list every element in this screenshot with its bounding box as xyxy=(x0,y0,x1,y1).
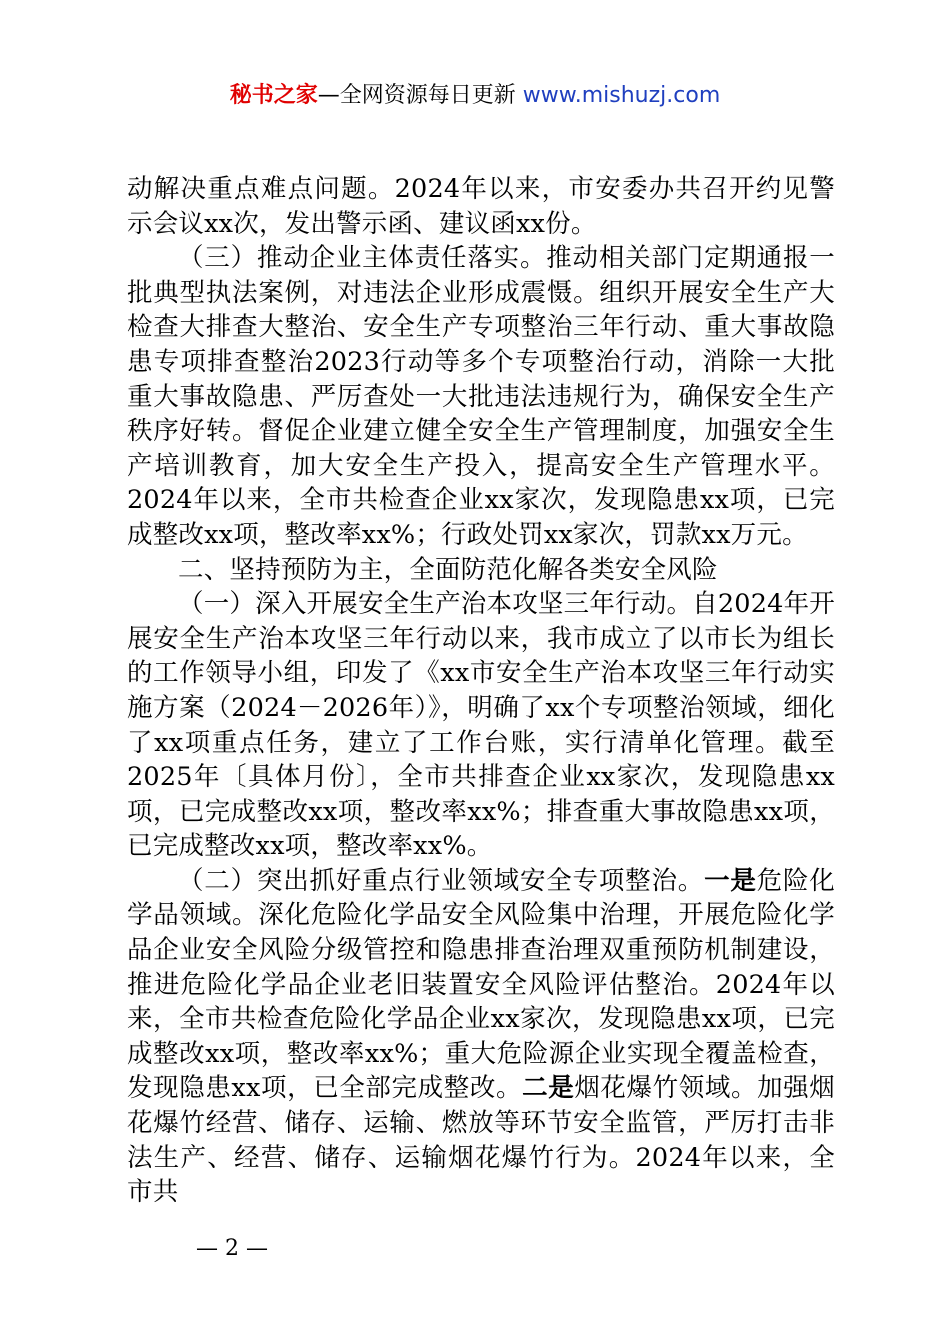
paragraph-1: 动解决重点难点问题。2024年以来，市安委办共召开约见警示会议xx次，发出警示函、建议函xx份。 xyxy=(127,174,835,239)
paragraph-2: （三）推动企业主体责任落实。推动相关部门定期通报一批典型执法案例，对违法企业形成震慑。组织开展安全生产大检查大排查大整治、安全生产专项整治三年行动、重大事故隐患专项排查整治2023行动等多个专项整治行动，消除一大批重大事故隐患、严厉查处一大批违法违规行为，确保安全生产秩序好转。督促企业建立健全安全生产管理制度，加强安全生产培训教育，加大安全生产投入，提高安全生产管理水平。2024年以来，全市共检查企业xx家次，发现隐患xx项，已完成整改xx项，整改率xx%；行政处罚xx家次，罚款xx万元。 xyxy=(127,243,835,550)
paragraph-5-text-2: 烟花爆竹领域。加强烟花爆竹经营、储存、运输、燃放等环节安全监管，严厉打击非法生产、经营、储存、运输烟花爆竹行为。2024年以来，全市共 xyxy=(127,1073,835,1208)
paragraph-5 xyxy=(127,864,835,1210)
page-number: — 2 — xyxy=(196,1236,268,1261)
paragraph-5-bold-1: 一是 xyxy=(704,865,757,896)
paragraph-4: （一）深入开展安全生产治本攻坚三年行动。自2024年开展安全生产治本攻坚三年行动以来，我市成立了以市长为组长的工作领导小组，印发了《xx市安全生产治本攻坚三年行动实施方案（2024－2026年）》，明确了xx个专项整治领域，细化了xx项重点任务，建立了工作台账，实行清单化管理。截至2025年〔具体月份〕，全市共排查企业xx家次，发现隐患xx项，已完成整改xx项，整改率xx%；排查重大事故隐患xx项，已完成整改xx项，整改率xx%。 xyxy=(127,589,835,862)
section-heading: 二、坚持预防为主，全面防范化解各类安全风险 xyxy=(178,554,718,585)
paragraph-5-lead: （二）突出抓好重点行业领域安全专项整治。 xyxy=(178,865,705,896)
header-url-link[interactable]: www.mishuzj.com xyxy=(522,83,721,108)
document-body xyxy=(127,172,835,1210)
paragraph-5-bold-2: 二是 xyxy=(522,1073,575,1104)
page-header xyxy=(0,80,950,112)
header-brand: 秘书之家 xyxy=(229,83,318,108)
paragraph-5-text-1: 危险化学品领域。深化危险化学品安全风险集中治理，开展危险化学品企业安全风险分级管控和隐患排查治理双重预防机制建设，推进危险化学品企业老旧装置安全风险评估整治。2024年以来，全市共检查危险化学品企业xx家次，发现隐患xx项，已完成整改xx项，整改率xx%；重大危险源企业实现全覆盖检查，发现隐患xx项，已全部完成整改。 xyxy=(127,865,835,1104)
header-tagline: —全网资源每日更新 xyxy=(317,83,516,108)
